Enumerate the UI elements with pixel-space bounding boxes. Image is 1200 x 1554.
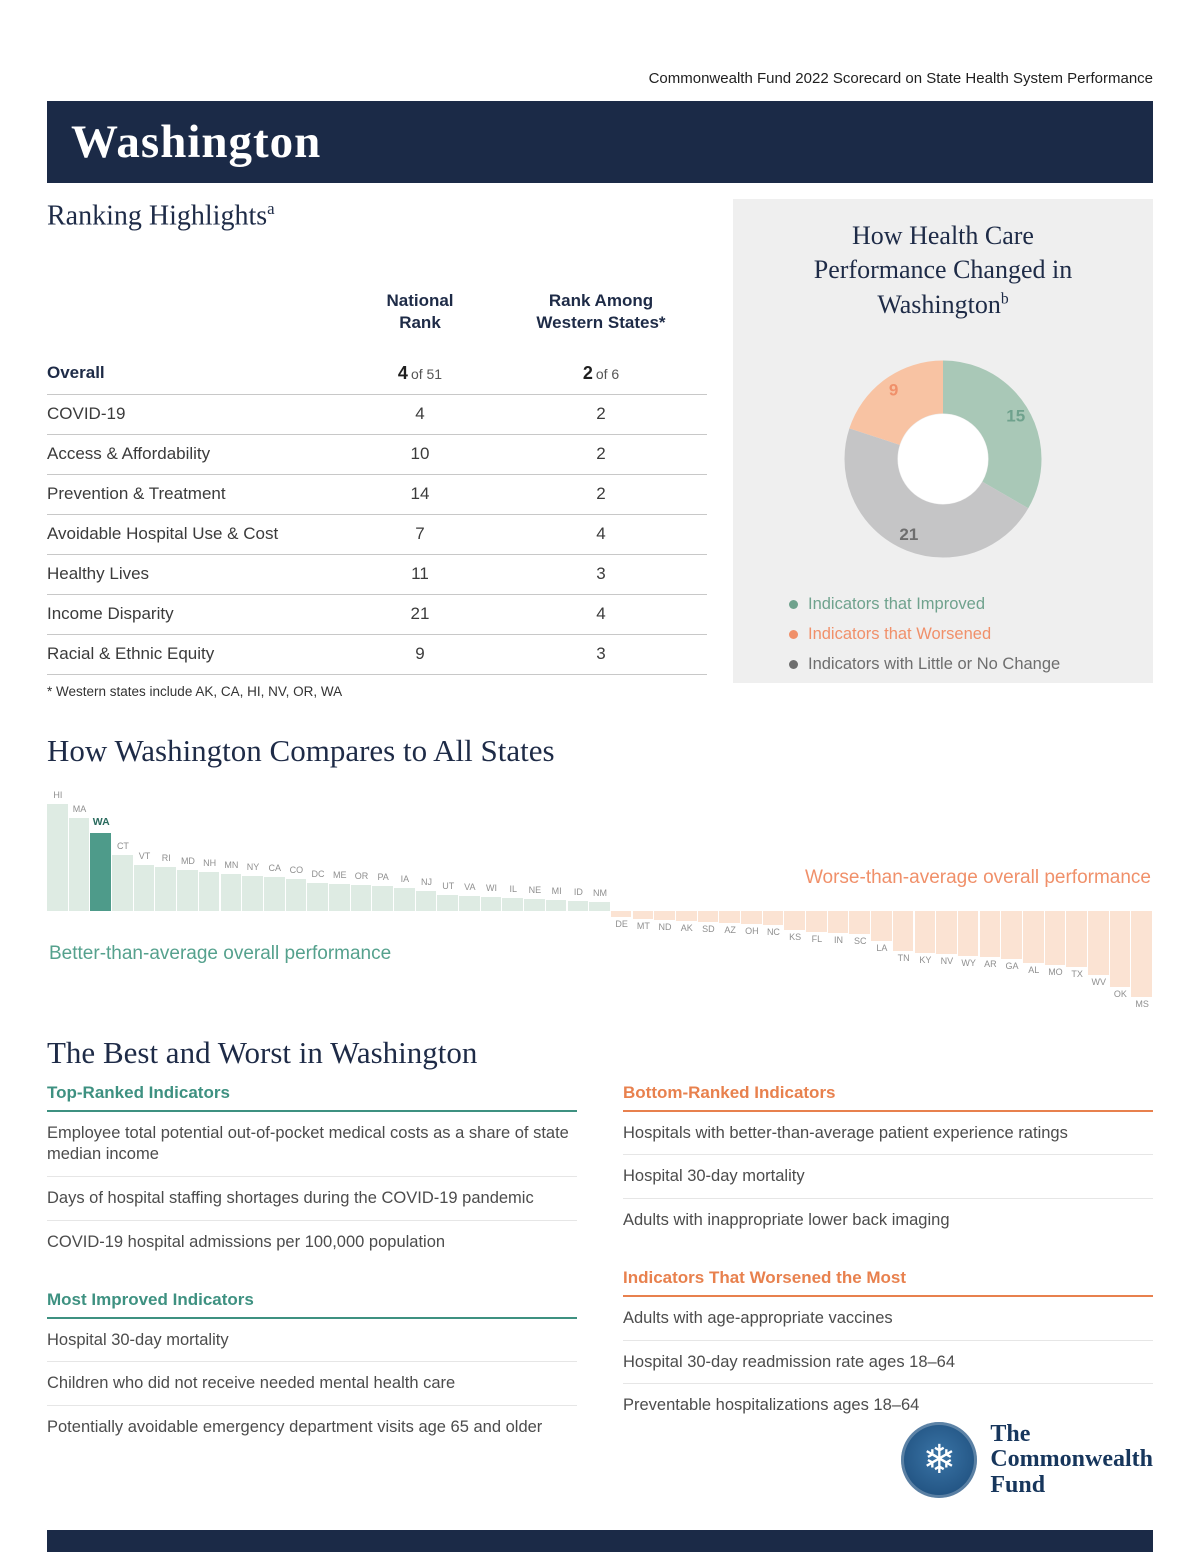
state-label-TX: TX (1071, 968, 1083, 979)
western-rank-value: 2 of 6 (582, 362, 620, 383)
legend-label: Indicators that Improved (808, 594, 986, 613)
indicator-group (623, 1268, 1153, 1427)
state-bar-FL (806, 911, 827, 932)
western-rank-value: 2 (596, 404, 606, 424)
state-label-AR: AR (984, 958, 997, 969)
state-bar-CA (264, 877, 285, 911)
national-rank-value: 9 (415, 644, 425, 664)
commonwealth-fund-logo (901, 1422, 1153, 1498)
state-label-SD: SD (702, 923, 715, 934)
ranking-highlights-title (47, 199, 707, 232)
indicator-label: Income Disparity (47, 604, 174, 624)
performance-panel-title: How Health Care Performance Changed in Washington$^b$ (813, 221, 1073, 319)
state-label-WA: WA (92, 815, 110, 828)
indicator-label: COVID-19 (47, 404, 126, 424)
state-bar-NC (763, 911, 784, 925)
table-row (47, 635, 707, 675)
state-label-IA: IA (400, 873, 410, 884)
donut-value-label: 21 (899, 525, 919, 545)
performance-change-panel (733, 199, 1153, 683)
table-row (47, 595, 707, 635)
table-header-row (47, 290, 707, 352)
footnote-mark-b: b (1000, 289, 1009, 307)
national-rank-value: 14 (410, 484, 430, 504)
indicator-item: Hospital 30-day mortality (623, 1155, 1153, 1199)
state-bar-GA (1001, 911, 1022, 959)
state-bar-AL (1023, 911, 1044, 963)
col-header-western-rank: Rank Among Western States* (536, 291, 666, 333)
indicator-item: Potentially avoidable emergency department visits age 65 and older (47, 1418, 543, 1437)
state-bar-IL (502, 898, 523, 911)
indicator-label: Overall (47, 363, 105, 383)
state-bar-KS (784, 911, 805, 930)
state-bar-ME (329, 884, 350, 911)
state-bar-PA (372, 886, 393, 911)
state-bar-MS (1131, 911, 1152, 997)
state-label-ID: ID (573, 886, 583, 897)
national-rank-value: 4 of 51 (397, 362, 443, 383)
state-bar-NE (524, 899, 545, 911)
table-row (47, 555, 707, 595)
indicator-label: Avoidable Hospital Use & Cost (47, 524, 279, 544)
state-bar-MI (546, 900, 567, 911)
state-label-DC: DC (311, 868, 325, 879)
state-label-NM: NM (593, 887, 608, 898)
state-label-MI: MI (551, 885, 562, 896)
state-bar-CT (112, 855, 133, 911)
report-title: Commonwealth Fund 2022 Scorecard on State Health System Performance (648, 70, 1153, 87)
western-rank-value: 2 (596, 444, 606, 464)
national-rank-value: 10 (410, 444, 430, 464)
state-label-NH: NH (203, 857, 217, 868)
legend-dot (789, 600, 798, 609)
table-row (47, 435, 707, 475)
legend-item (789, 595, 1133, 614)
indicator-label: Access & Affordability (47, 444, 211, 464)
table-row (47, 395, 707, 435)
indicator-label: Healthy Lives (47, 564, 150, 584)
state-bar-KY (915, 911, 936, 953)
comparison-section-title: How Washington Compares to All States (47, 732, 555, 768)
state-label-SC: SC (853, 935, 867, 946)
state-bar-ND (654, 911, 675, 920)
state-bar-NY (242, 876, 263, 911)
legend-dot (789, 660, 798, 669)
national-rank-value: 11 (411, 564, 429, 584)
state-label-NE: NE (528, 884, 542, 895)
western-rank-value: 4 (596, 524, 606, 544)
state-bar-WY (958, 911, 979, 956)
best-worst-columns (47, 1083, 1153, 1475)
state-bar-DC (307, 883, 328, 911)
legend-label: Indicators with Little or No Change (808, 654, 1061, 673)
state-label-AZ: AZ (724, 924, 736, 935)
state-bar-OR (351, 885, 372, 911)
table-row (47, 515, 707, 555)
indicator-item: Preventable hospitalizations ages 18–64 (623, 1396, 920, 1415)
indicator-item: Adults with age-appropriate vaccines (623, 1297, 1153, 1341)
state-bar-AZ (719, 911, 740, 923)
indicator-item: Hospitals with better-than-average patient experience ratings (623, 1112, 1153, 1156)
indicator-item: Adults with inappropriate lower back imaging (623, 1211, 950, 1230)
state-bar-MO (1045, 911, 1066, 965)
indicator-group (47, 1290, 577, 1449)
state-label-UT: UT (442, 880, 455, 891)
indicator-group-heading: Indicators That Worsened the Most (623, 1268, 1153, 1297)
state-title-bar (47, 101, 1153, 183)
state-bar-VT (134, 865, 155, 911)
state-bar-VA (459, 896, 480, 911)
state-bar-TX (1066, 911, 1087, 967)
national-rank-value: 4 (415, 404, 425, 424)
state-bar-ID (568, 901, 589, 911)
state-label-KY: KY (919, 954, 932, 965)
state-label-KS: KS (789, 931, 802, 942)
state-bar-AR (980, 911, 1001, 957)
state-label-MS: MS (1135, 998, 1149, 1009)
national-rank-value: 7 (415, 524, 425, 544)
state-label-VT: VT (138, 850, 151, 861)
ranking-highlights-title-text: Ranking Highlights (47, 200, 268, 232)
state-label-NJ: NJ (421, 876, 433, 887)
logo-mark (901, 1422, 977, 1498)
state-label-NY: NY (246, 861, 260, 872)
logo-text: The Commonwealth Fund (990, 1421, 1153, 1498)
indicator-item: COVID-19 hospital admissions per 100,000 population (47, 1232, 446, 1251)
state-label-HI: HI (53, 789, 63, 800)
state-bar-SD (698, 911, 719, 922)
western-rank-value: 4 (596, 604, 606, 624)
national-rank-value: 21 (410, 604, 430, 624)
state-label-FL: FL (811, 933, 823, 944)
state-bar-MN (221, 874, 242, 911)
ranking-column (47, 199, 707, 699)
state-label-IN: IN (834, 934, 844, 945)
state-bar-MT (633, 911, 654, 919)
col-header-national-rank: National Rank (386, 291, 454, 333)
state-label-NC: NC (766, 926, 780, 937)
state-label-AK: AK (680, 922, 693, 933)
donut-legend (753, 595, 1133, 674)
state-label-MA: MA (72, 803, 87, 814)
better-than-average-label: Better-than-average overall performance (49, 942, 392, 964)
indicator-group-heading: Bottom-Ranked Indicators (623, 1083, 1153, 1112)
state-label-WY: WY (961, 957, 976, 968)
state-bar-NV (936, 911, 957, 954)
indicator-label: Prevention & Treatment (47, 484, 226, 504)
state-label-ME: ME (332, 869, 347, 880)
state-label-OR: OR (354, 870, 369, 881)
legend-item (789, 625, 1133, 644)
western-states-footnote: * Western states include AK, CA, HI, NV, OR, WA (47, 683, 343, 699)
best-worst-left-column (47, 1083, 577, 1475)
state-label-AL: AL (1028, 964, 1040, 975)
donut-hole (898, 414, 988, 504)
state-name: Washington (71, 116, 322, 168)
indicator-item: Days of hospital staffing shortages during the COVID-19 pandemic (47, 1177, 577, 1221)
state-label-TN: TN (897, 952, 910, 963)
indicator-group-heading: Top-Ranked Indicators (47, 1083, 577, 1112)
state-bar-IN (828, 911, 849, 933)
state-label-NV: NV (940, 955, 954, 966)
state-bar-IA (394, 888, 415, 911)
state-bar-HI (47, 804, 68, 911)
state-bar-NJ (416, 891, 437, 911)
state-bar-CO (286, 879, 307, 911)
state-bar-NH (199, 872, 220, 911)
state-label-MO: MO (1048, 966, 1063, 977)
state-label-DE: DE (615, 918, 628, 929)
state-label-OK: OK (1113, 988, 1127, 999)
table-row-overall (47, 353, 707, 395)
state-label-ND: ND (658, 921, 672, 932)
state-bar-MD (177, 870, 198, 911)
indicator-group (623, 1083, 1153, 1242)
footnote-mark-a: a (267, 199, 275, 218)
western-rank-value: 2 (596, 484, 606, 504)
state-bar-NM (589, 902, 610, 911)
indicator-item: Children who did not receive needed mental health care (47, 1362, 577, 1406)
snowflake-icon: ❄ (922, 1437, 957, 1484)
state-label-WI: WI (486, 882, 498, 893)
best-worst-section-title: The Best and Worst in Washington (47, 1034, 478, 1070)
legend-item (789, 655, 1133, 674)
state-label-IL: IL (509, 883, 517, 894)
western-rank-value: 3 (596, 644, 606, 664)
table-row (47, 475, 707, 515)
worse-than-average-label: Worse-than-average overall performance (804, 866, 1151, 888)
state-label-OH: OH (745, 925, 759, 936)
state-label-WV: WV (1091, 976, 1106, 987)
performance-donut-chart (818, 334, 1068, 584)
state-bar-DE (611, 911, 632, 917)
legend-label: Indicators that Worsened (808, 624, 992, 643)
indicator-label: Racial & Ethnic Equity (47, 644, 215, 664)
state-bar-SC (849, 911, 870, 934)
state-label-RI: RI (161, 852, 171, 863)
western-rank-value: 3 (596, 564, 606, 584)
state-bar-OH (741, 911, 762, 924)
best-worst-right-column (623, 1083, 1153, 1475)
indicator-group (47, 1083, 577, 1264)
state-bar-WI (481, 897, 502, 911)
state-label-CO: CO (289, 864, 304, 875)
ranking-table (47, 290, 707, 674)
state-label-GA: GA (1005, 960, 1019, 971)
state-label-PA: PA (377, 871, 389, 882)
state-bar-WV (1088, 911, 1109, 975)
state-bar-MA (69, 818, 90, 911)
state-bar-RI (155, 867, 176, 911)
state-bar-OK (1110, 911, 1131, 987)
state-bar-AK (676, 911, 697, 921)
legend-dot (789, 630, 798, 639)
table-body (47, 395, 707, 675)
indicator-item: Hospital 30-day readmission rate ages 18–64 (623, 1341, 1153, 1385)
state-bar-UT (437, 895, 458, 911)
state-label-MN: MN (224, 859, 239, 870)
indicator-item: Employee total potential out-of-pocket medical costs as a share of state median income (47, 1112, 577, 1178)
donut-value-label: 9 (888, 380, 899, 400)
state-label-CT: CT (116, 840, 129, 851)
state-comparison-chart (47, 781, 1153, 1033)
indicator-group-heading: Most Improved Indicators (47, 1290, 577, 1319)
footer-bar (47, 1530, 1153, 1552)
state-label-CA: CA (268, 862, 281, 873)
state-label-VA: VA (464, 881, 476, 892)
state-label-MT: MT (636, 920, 650, 931)
top-section (47, 199, 1153, 699)
state-bar-LA (871, 911, 892, 941)
indicator-item: Hospital 30-day mortality (47, 1319, 577, 1363)
donut-value-label: 15 (1006, 406, 1026, 426)
state-label-LA: LA (876, 942, 888, 953)
state-bar-TN (893, 911, 914, 951)
state-label-MD: MD (180, 855, 195, 866)
